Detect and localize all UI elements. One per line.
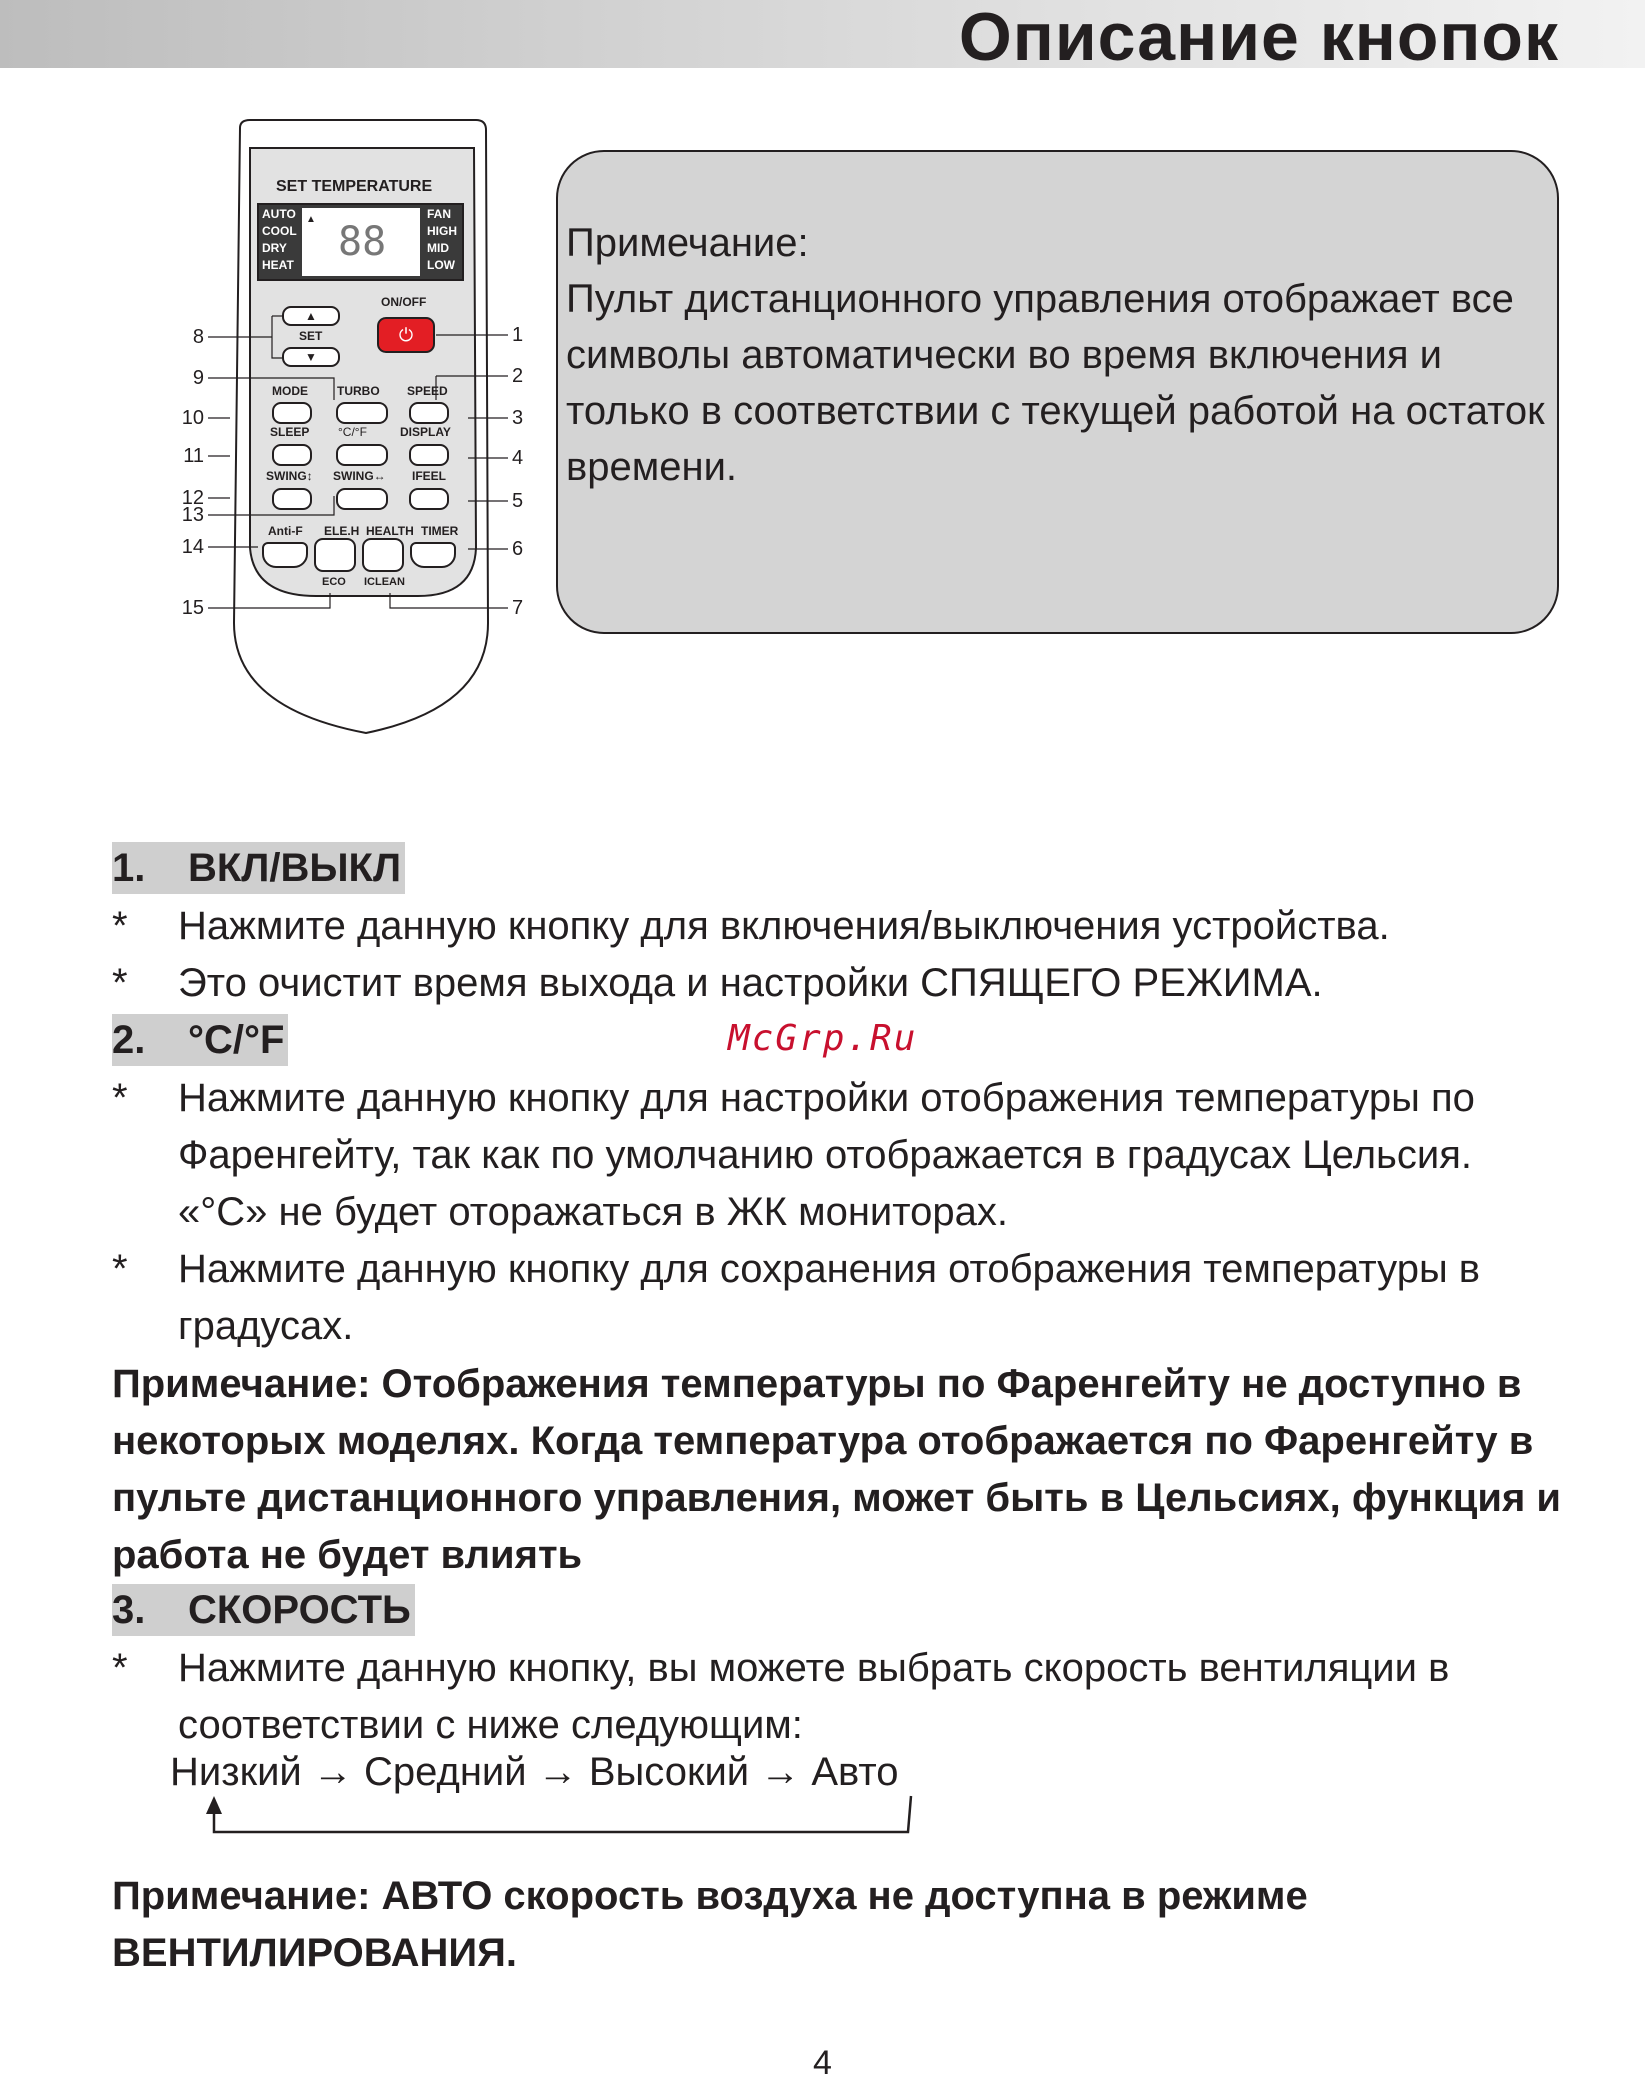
power-icon: ⏻ — [398, 325, 414, 345]
callout-7: 7 — [512, 597, 524, 619]
swing-horizontal-button[interactable] — [336, 488, 388, 510]
swing-vertical-button[interactable] — [272, 488, 312, 510]
callout-4: 4 — [512, 447, 524, 469]
fahrenheit-note: Примечание: Отображения температуры по Фаренгейту не доступно в некоторых моделях. Когда температура отображается по Фаренгейту в пульте дистанционного управления, может быть в Цельсиях, функция и работа не будет влиять — [112, 1362, 1561, 1577]
antif-button[interactable] — [262, 542, 308, 568]
cycle-arrow-icon — [200, 1790, 920, 1840]
callout-1: 1 — [512, 324, 524, 346]
section-number: 1. — [112, 846, 146, 890]
speed-sequence: Низкий → Средний → Высокий → Авто — [170, 1750, 899, 1794]
mode-dry: DRY — [262, 241, 287, 255]
antif-label: Anti-F — [268, 524, 303, 538]
ifeel-label: IFEEL — [412, 469, 447, 483]
eco-label: ECO — [322, 576, 346, 588]
callout-15: 15 — [181, 597, 204, 619]
page-number: 4 — [813, 2044, 832, 2082]
swing-vertical-label: SWING↕ — [266, 469, 313, 483]
iclean-label: ICLEAN — [364, 576, 405, 588]
note-box-title: Примечание: — [566, 221, 809, 265]
bullet-marker: * — [112, 1646, 128, 1690]
callout-6: 6 — [512, 538, 524, 560]
list-item — [112, 955, 1572, 1012]
callout-3: 3 — [512, 407, 524, 429]
eleh-eco-button[interactable] — [314, 538, 356, 572]
speed-low: LOW — [427, 258, 455, 272]
bullet-text: Нажмите данную кнопку для настройки отображения температуры по Фаренгейту, так как по умолчанию отображается в градусах Цельсия. «°C» не будет отоpажаться в ЖК мониторах. — [178, 1076, 1475, 1234]
callout-14: 14 — [181, 536, 204, 558]
section-title: СКОРОСТЬ — [188, 1588, 411, 1632]
mode-heat: HEAT — [262, 258, 294, 272]
bullet-marker: * — [112, 1076, 128, 1120]
callout-10: 10 — [181, 407, 204, 429]
callout-11: 11 — [183, 445, 204, 467]
cf-button[interactable] — [336, 444, 388, 466]
ifeel-button[interactable] — [409, 488, 449, 510]
section-title: ВКЛ/ВЫКЛ — [188, 846, 402, 890]
set-label: SET — [299, 329, 323, 343]
mode-cool: COOL — [262, 224, 297, 238]
bullet-text: Нажмите данную кнопку для включения/выключения устройства. — [178, 904, 1390, 948]
sleep-label: SLEEP — [270, 425, 310, 439]
sleep-button[interactable] — [272, 444, 312, 466]
speed-mid: MID — [427, 241, 449, 255]
list-item — [112, 898, 1572, 955]
watermark: McGrp.Ru — [728, 1018, 918, 1059]
callout-8: 8 — [192, 326, 204, 348]
mode-button[interactable] — [272, 402, 312, 424]
bullet-marker: * — [112, 961, 128, 1005]
section-heading-cf — [112, 1014, 288, 1066]
down-arrow-icon: ▼ — [305, 350, 317, 364]
callout-9: 9 — [192, 367, 204, 389]
bullet-marker: * — [112, 904, 128, 948]
eleh-label: ELE.H — [324, 524, 360, 538]
timer-button[interactable] — [410, 542, 456, 568]
section-title: °C/°F — [188, 1018, 285, 1062]
note-box-text: Пульт дистанционного управления отображает все символы автоматически во время включения и только в соответствии с текущей работой на остаток времени. — [566, 277, 1545, 489]
svg-text:88: 88 — [338, 219, 387, 265]
on-off-button[interactable] — [377, 317, 435, 353]
section-number: 3. — [112, 1588, 146, 1632]
display-button[interactable] — [409, 444, 449, 466]
page-title: Описание кнопок — [958, 0, 1559, 75]
list-item — [112, 1241, 1572, 1355]
turbo-label: TURBO — [337, 384, 380, 398]
set-temperature-label: SET TEMPERATURE — [276, 178, 433, 195]
health-label: HEALTH — [366, 524, 414, 538]
callout-5: 5 — [512, 490, 524, 512]
section-number: 2. — [112, 1018, 146, 1062]
section-heading-speed — [112, 1584, 415, 1636]
auto-speed-note: Примечание: АВТО скорость воздуха не доступна в режиме ВЕНТИЛИРОВАНИЯ. — [112, 1874, 1308, 1975]
on-off-label: ON/OFF — [381, 295, 427, 309]
health-iclean-button[interactable] — [362, 538, 404, 572]
swing-horizontal-label: SWING↔ — [333, 469, 386, 483]
display-label: DISPLAY — [400, 425, 451, 439]
svg-text:▲: ▲ — [306, 214, 316, 225]
callout-2: 2 — [512, 365, 524, 387]
list-item — [112, 1640, 1572, 1754]
up-arrow-icon: ▲ — [305, 309, 317, 323]
callout-12: 12 — [181, 487, 204, 509]
cf-label: °C/°F — [338, 425, 367, 439]
speed-high: HIGH — [427, 224, 457, 238]
bullet-marker: * — [112, 1247, 128, 1291]
bullet-text: Нажмите данную кнопку, вы можете выбрать скорость вентиляции в соответствии с ниже следующим: — [178, 1646, 1450, 1747]
callout-13: 13 — [181, 504, 204, 526]
mode-label: MODE — [272, 384, 308, 398]
timer-label: TIMER — [421, 524, 459, 538]
remote-control-illustration — [178, 118, 578, 758]
bullet-text: Нажмите данную кнопку для сохранения отображения температуры в градусах. — [178, 1247, 1481, 1348]
mode-auto: AUTO — [262, 207, 296, 221]
section-heading-on-off — [112, 842, 405, 894]
down-button[interactable] — [282, 347, 340, 367]
bullet-text: Это очистит время выхода и настройки СПЯЩЕГО РЕЖИМА. — [178, 961, 1323, 1005]
list-item — [112, 1070, 1572, 1241]
speed-button[interactable] — [409, 402, 449, 424]
turbo-button[interactable] — [336, 402, 388, 424]
remote-outline — [178, 118, 578, 758]
up-button[interactable] — [282, 306, 340, 326]
speed-label: SPEED — [407, 384, 448, 398]
fan-label: FAN — [427, 207, 451, 221]
